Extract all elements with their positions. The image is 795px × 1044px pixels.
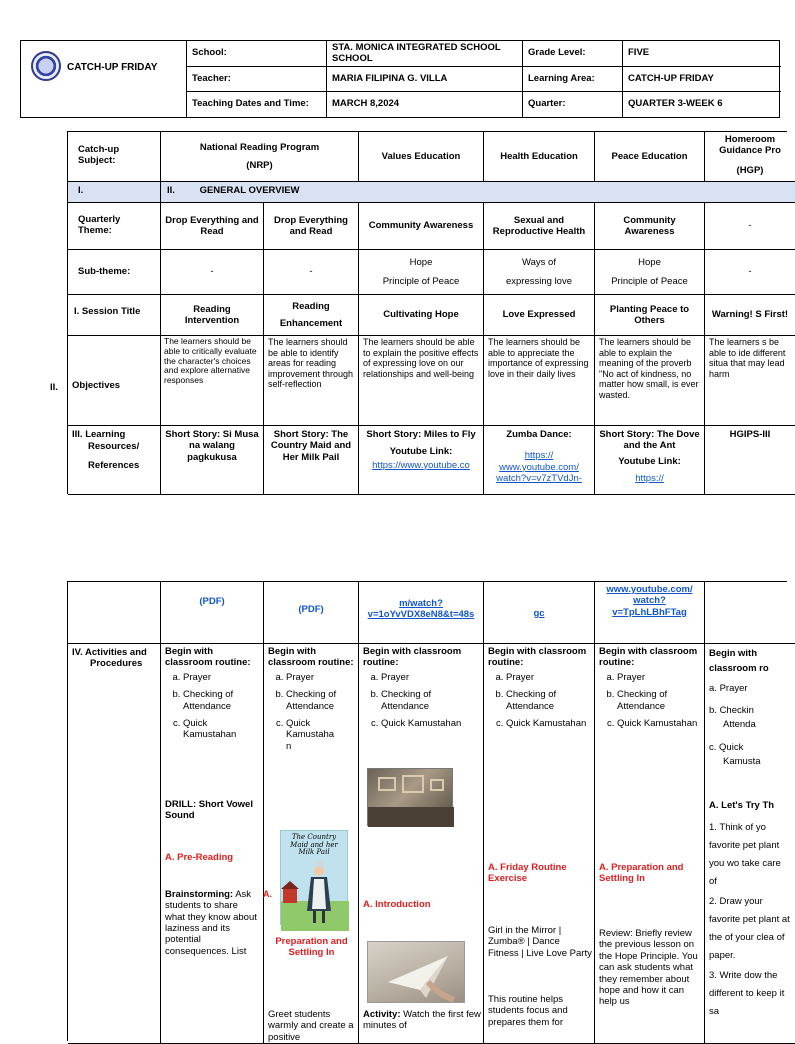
maid-illustration-icon <box>281 861 349 931</box>
cont-c4-link[interactable]: gc <box>533 608 545 619</box>
session-c1: Reading Intervention <box>161 295 264 336</box>
overview-table <box>67 131 787 494</box>
subject-nrp <box>161 132 359 182</box>
resources-c4-link-2[interactable]: www.youtube.com/ <box>499 461 579 473</box>
subtheme-c3 <box>359 250 484 295</box>
objectives-c3: The learners should be able to explain the positive effects of expressing love on our relationships and well-being <box>359 336 484 426</box>
c2-prayer: a. Prayer <box>286 672 354 683</box>
grade-value: FIVE <box>623 41 781 67</box>
c1-checking: b. Checking of Attendance <box>183 689 259 712</box>
c1-begin: Begin with classroom routine: <box>165 646 251 669</box>
c1-kamustahan: c. Quick Kamustahan <box>183 718 259 741</box>
book-cover-title: The Country Maid and her Milk Pail <box>290 833 338 857</box>
c1-drill: DRILL: Short Vowel Sound <box>165 798 253 822</box>
cont-c3-link-2[interactable]: v=1oYvVDX8eN8&t=48s <box>367 609 475 621</box>
session-c3: Cultivating Hope <box>359 295 484 336</box>
resources-c2: Short Story: The Country Maid and Her Milk Pail <box>264 426 359 495</box>
c5-routine-list <box>617 672 700 730</box>
cont-c6 <box>705 582 795 644</box>
session-c2-line2: Enhancement <box>279 318 343 329</box>
cont-c3 <box>359 582 484 644</box>
paper-plane-photo <box>367 941 465 1003</box>
area-label: Learning Area: <box>523 67 623 92</box>
resources-label-line1: III. Learning <box>72 429 126 440</box>
c3-prayer: a. Prayer <box>381 672 479 683</box>
objectives-label: Objectives <box>68 336 161 426</box>
subtheme-c3-line2: Principle of Peace <box>382 276 460 287</box>
resources-c5-yt: Youtube Link: <box>618 455 681 467</box>
resources-c4-link-1[interactable]: https:// <box>524 450 554 462</box>
session-c4: Love Expressed <box>484 295 595 336</box>
activities-label <box>68 644 161 1044</box>
c5-prayer: a. Prayer <box>617 672 700 683</box>
c1-routine-list <box>183 672 259 741</box>
objectives-c2: The learners should be able to identify areas for reading improvement through self-reflection <box>264 336 359 426</box>
subject-health: Health Education <box>484 132 595 182</box>
subtheme-c4-line1: Ways of <box>522 256 556 268</box>
cont-c5-link-1[interactable]: www.youtube.com/ <box>606 584 693 595</box>
session-c2 <box>264 295 359 336</box>
c1-prayer: a. Prayer <box>183 672 259 683</box>
subtheme-c5-line2: Principle of Peace <box>611 276 688 287</box>
country-maid-book-cover <box>280 830 348 925</box>
c6-quick-2: Kamusta <box>723 755 761 767</box>
c5-peace-head: A. Preparation and Settling In <box>599 862 684 885</box>
c2-kamustahan-2: Kamustaha <box>286 729 335 741</box>
c6-step-2: 2. Draw your favorite pet plant at the of your clea of paper. <box>709 895 790 961</box>
c6-step-1: 1. Think of yo favorite pet plant you wo take care of <box>709 821 781 887</box>
overview-num-2: II. <box>167 185 175 196</box>
subject-hgp-line2: Guidance Pro <box>719 145 781 157</box>
c1-brainstorm-text: Ask students to share what they know about laziness and its potential consequences. List <box>165 888 257 957</box>
c3-kamustahan: c. Quick Kamustahan <box>381 718 479 729</box>
c2-kamustahan-3: n <box>286 740 292 752</box>
activities-c6 <box>705 644 795 1044</box>
resources-label-line2: Resources/ <box>88 441 140 453</box>
subtheme-c6: - <box>705 250 795 295</box>
quarterly-c2: Drop Everything and Read <box>264 203 359 250</box>
c1-brainstorm-bold: Brainstorming: <box>165 888 234 900</box>
c2-checking: b. Checking of Attendance <box>286 689 354 712</box>
quarter-value: QUARTER 3-WEEK 6 <box>628 98 723 110</box>
session-c2-line1: Reading <box>292 300 330 312</box>
activities-label-line2: Procedures <box>90 658 143 670</box>
resources-label-line3: References <box>88 459 140 471</box>
subject-values: Values Education <box>359 132 484 182</box>
c2-routine-list <box>286 672 354 752</box>
resources-c3-title: Short Story: Miles to Fly <box>366 429 476 440</box>
quarterly-c4: Sexual and Reproductive Health <box>484 203 595 250</box>
quarterly-c6: - <box>705 203 795 250</box>
resources-c4-title: Zumba Dance: <box>506 429 572 440</box>
subject-hgp <box>705 132 795 182</box>
subject-hgp-line3: (HGP) <box>736 164 764 176</box>
resources-c3-yt: Youtube Link: <box>389 446 453 458</box>
c3-activity-text: Watch the first few minutes of <box>363 1009 481 1032</box>
overview-label: GENERAL OVERVIEW <box>199 185 300 196</box>
cont-c5 <box>595 582 705 644</box>
c6-check-2: Attenda <box>723 719 756 731</box>
c6-lets-try: A. Let's Try Th <box>709 799 775 811</box>
dates-value: MARCH 8,2024 <box>327 92 523 117</box>
subject-peace: Peace Education <box>595 132 705 182</box>
c3-checking: b. Checking of Attendance <box>381 689 479 712</box>
c6-check-1: Checkin <box>719 705 754 717</box>
c5-checking: b. Checking of Attendance <box>617 689 700 712</box>
resources-c5-title: Short Story: The Dove and the Ant <box>599 429 700 452</box>
quarterly-c1: Drop Everything and Read <box>161 203 264 250</box>
resources-c6: HGIPS-III <box>705 426 795 495</box>
c6-prayer: Prayer <box>719 683 748 695</box>
c2-greet: Greet students warmly and create a positive <box>268 1009 354 1043</box>
subtheme-label: Sub-theme: <box>68 250 161 295</box>
grade-label: Grade Level: <box>523 41 623 67</box>
c2-prep-settle: Preparation and Settling In <box>275 936 348 959</box>
c4-zumba-text2: This routine helps students focus and prepares them for <box>488 994 568 1028</box>
header-table <box>20 40 780 118</box>
c3-activity <box>363 1009 481 1032</box>
subtheme-c3-line1: Hope <box>409 256 433 268</box>
area-value: CATCH-UP FRIDAY <box>623 67 781 92</box>
objectives-c5: The learners should be able to explain the meaning of the proverb "No act of kindness, no matter how small, is ever wasted. <box>595 336 705 426</box>
c1-brainstorm <box>165 889 259 957</box>
subtheme-c5 <box>595 250 705 295</box>
cont-label <box>68 582 161 644</box>
resources-c3-link[interactable]: https://www.youtube.co <box>372 459 470 471</box>
c5-peace-text: Review: Briefly review the previous lesson on the Hope Principle. You can ask students what they remember about hope and how it can help us <box>599 928 698 1008</box>
c2-a-mark: A. <box>263 889 272 899</box>
c2-kamustahan-1: c. Quick <box>286 717 311 729</box>
objectives-roman: II. <box>50 382 58 393</box>
c3-activity-bold: Activity: <box>363 1009 401 1020</box>
quarterly-c3: Community Awareness <box>359 203 484 250</box>
dates-label: Teaching Dates and Time: <box>187 92 327 117</box>
resources-label <box>68 426 161 495</box>
activities-c4 <box>484 644 595 1044</box>
c5-kamustahan: c. Quick Kamustahan <box>617 718 700 729</box>
c4-zumba-head: A. Friday Routine Exercise <box>488 862 567 885</box>
overview-num-1: I. <box>68 182 161 203</box>
header-title: CATCH-UP FRIDAY <box>67 62 158 73</box>
c6-routine: a. Prayer b. Checkin Attenda c. Quick Kamusta <box>709 680 791 770</box>
c2-kamustahan <box>286 718 354 752</box>
cont-c4 <box>484 582 595 644</box>
c6-quick-1: Quick <box>719 741 744 753</box>
objectives-c4: The learners should be able to appreciate the importance of expressing love in their daily lives <box>484 336 595 426</box>
c6-begin: Begin with classroom ro <box>709 648 769 675</box>
subtheme-c1: - <box>161 250 264 295</box>
cont-c1: (PDF) <box>161 582 264 644</box>
resources-c5-link[interactable]: https:// <box>635 473 664 485</box>
subject-row-label: Catch-up Subject: <box>68 132 161 182</box>
overview-heading <box>161 182 795 203</box>
subtheme-c2: - <box>264 250 359 295</box>
resources-c1: Short Story: Si Musa na walang pagkukusa <box>161 426 264 495</box>
c2-begin: Begin with classroom routine: <box>268 646 354 669</box>
activities-c1 <box>161 644 264 1044</box>
paper-plane-icon <box>368 942 466 1004</box>
activities-table <box>67 581 790 1043</box>
subject-hgp-line1: Homeroom <box>724 134 776 145</box>
resources-c4 <box>484 426 595 495</box>
resources-c3 <box>359 426 484 495</box>
c4-zumba-text: Girl in the Mirror | Zumba® | Dance Fitness | Live Love Party <box>488 925 592 959</box>
cont-c5-link-2[interactable]: watch? <box>633 595 666 607</box>
c3-intro: A. Introduction <box>363 899 431 910</box>
session-c6: Warning! S First! <box>705 295 795 336</box>
c3-routine-list <box>381 672 479 730</box>
cont-c5-link-3[interactable]: v=TpLhLBhFTag <box>612 606 687 618</box>
quarterly-c5: Community Awareness <box>595 203 705 250</box>
objectives-c1: The learners should be able to critically evaluate the character's choices and explore alternative responses <box>161 336 264 426</box>
c3-begin: Begin with classroom routine: <box>363 646 462 669</box>
subtheme-c4-line2: expressing love <box>505 276 572 287</box>
miles-to-fly-photo <box>367 768 453 826</box>
activities-label-line1: IV. Activities and <box>72 647 147 658</box>
cont-c2: (PDF) <box>264 582 359 644</box>
deped-seal-icon <box>31 51 61 81</box>
resources-c4-link-3[interactable]: watch?v=v7zTVdJn- <box>496 473 582 485</box>
resources-c5 <box>595 426 705 495</box>
c4-begin: Begin with classroom routine: <box>488 646 587 669</box>
activities-c5 <box>595 644 705 1044</box>
c6-step-3: 3. Write dow the different to keep it sa <box>709 970 785 1018</box>
teacher-value: MARIA FILIPINA G. VILLA <box>327 67 523 92</box>
c4-routine-list <box>506 672 590 730</box>
teacher-label: Teacher: <box>187 67 327 92</box>
c1-prereading: A. Pre-Reading <box>165 851 234 863</box>
cont-c3-link-1[interactable]: m/watch? <box>399 598 443 609</box>
subtheme-c5-line1: Hope <box>638 256 661 268</box>
header-brand <box>21 41 187 117</box>
objectives-c6: The learners s be able to ide different situa that may lead harm <box>705 336 795 426</box>
c4-kamustahan: c. Quick Kamustahan <box>506 718 590 729</box>
session-c5: Planting Peace to Others <box>595 295 705 336</box>
subject-nrp-abbr: (NRP) <box>246 159 273 171</box>
quarterly-label: Quarterly Theme: <box>68 203 161 250</box>
school-label: School: <box>187 41 327 67</box>
school-value: STA. MONICA INTEGRATED SCHOOL SCHOOL <box>327 41 523 67</box>
c4-prayer: a. Prayer <box>506 672 590 683</box>
subject-nrp-name: National Reading Program <box>199 142 320 154</box>
quarter-label: Quarter: <box>523 92 623 117</box>
session-label: I. Session Title <box>68 295 161 336</box>
subtheme-c4 <box>484 250 595 295</box>
c4-checking: b. Checking of Attendance <box>506 689 590 712</box>
c5-begin: Begin with classroom routine: <box>599 646 698 669</box>
